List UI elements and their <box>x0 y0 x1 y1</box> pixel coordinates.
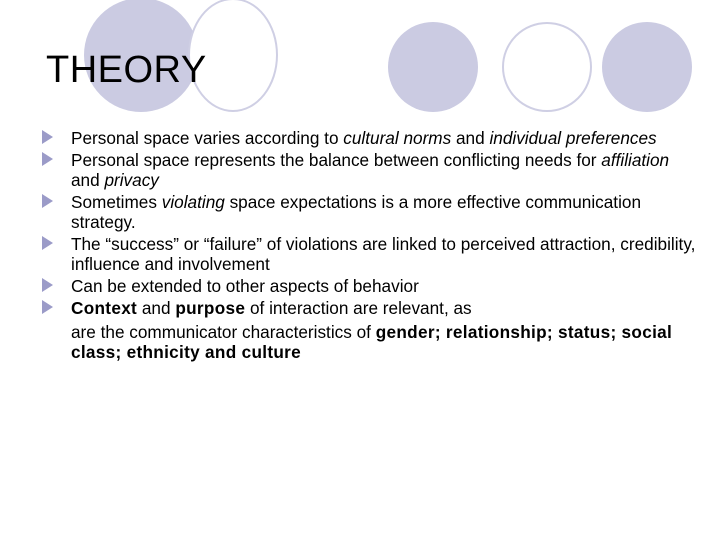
bullet-item: Personal space varies according to cultural norms and individual preferences <box>42 128 702 148</box>
slide-title: THEORY <box>46 49 207 91</box>
bullet-arrow-icon <box>42 300 53 314</box>
bullet-continuation: are the communicator characteristics of gender; relationship; status; social class; ethnicity and culture <box>71 322 673 362</box>
bullet-item: Sometimes violating space expectations is a more effective communication strategy. <box>42 192 702 232</box>
bullet-item: The “success” or “failure” of violations are linked to perceived attraction, credibility, influence and involvement <box>42 234 702 274</box>
bullet-list <box>42 128 702 364</box>
bullet-item: Context and purpose of interaction are relevant, as <box>42 298 702 318</box>
bullet-arrow-icon <box>42 236 53 250</box>
bullet-arrow-icon <box>42 130 53 144</box>
bullet-item: Personal space represents the balance between conflicting needs for affiliation and privacy <box>42 150 702 190</box>
decor-circle-5 <box>602 22 692 112</box>
bullet-item: Can be extended to other aspects of behavior <box>42 276 702 296</box>
bullet-arrow-icon <box>42 278 53 292</box>
bullet-arrow-icon <box>42 152 53 166</box>
decor-circle-3 <box>388 22 478 112</box>
decor-circle-4 <box>502 22 592 112</box>
bullet-arrow-icon <box>42 194 53 208</box>
